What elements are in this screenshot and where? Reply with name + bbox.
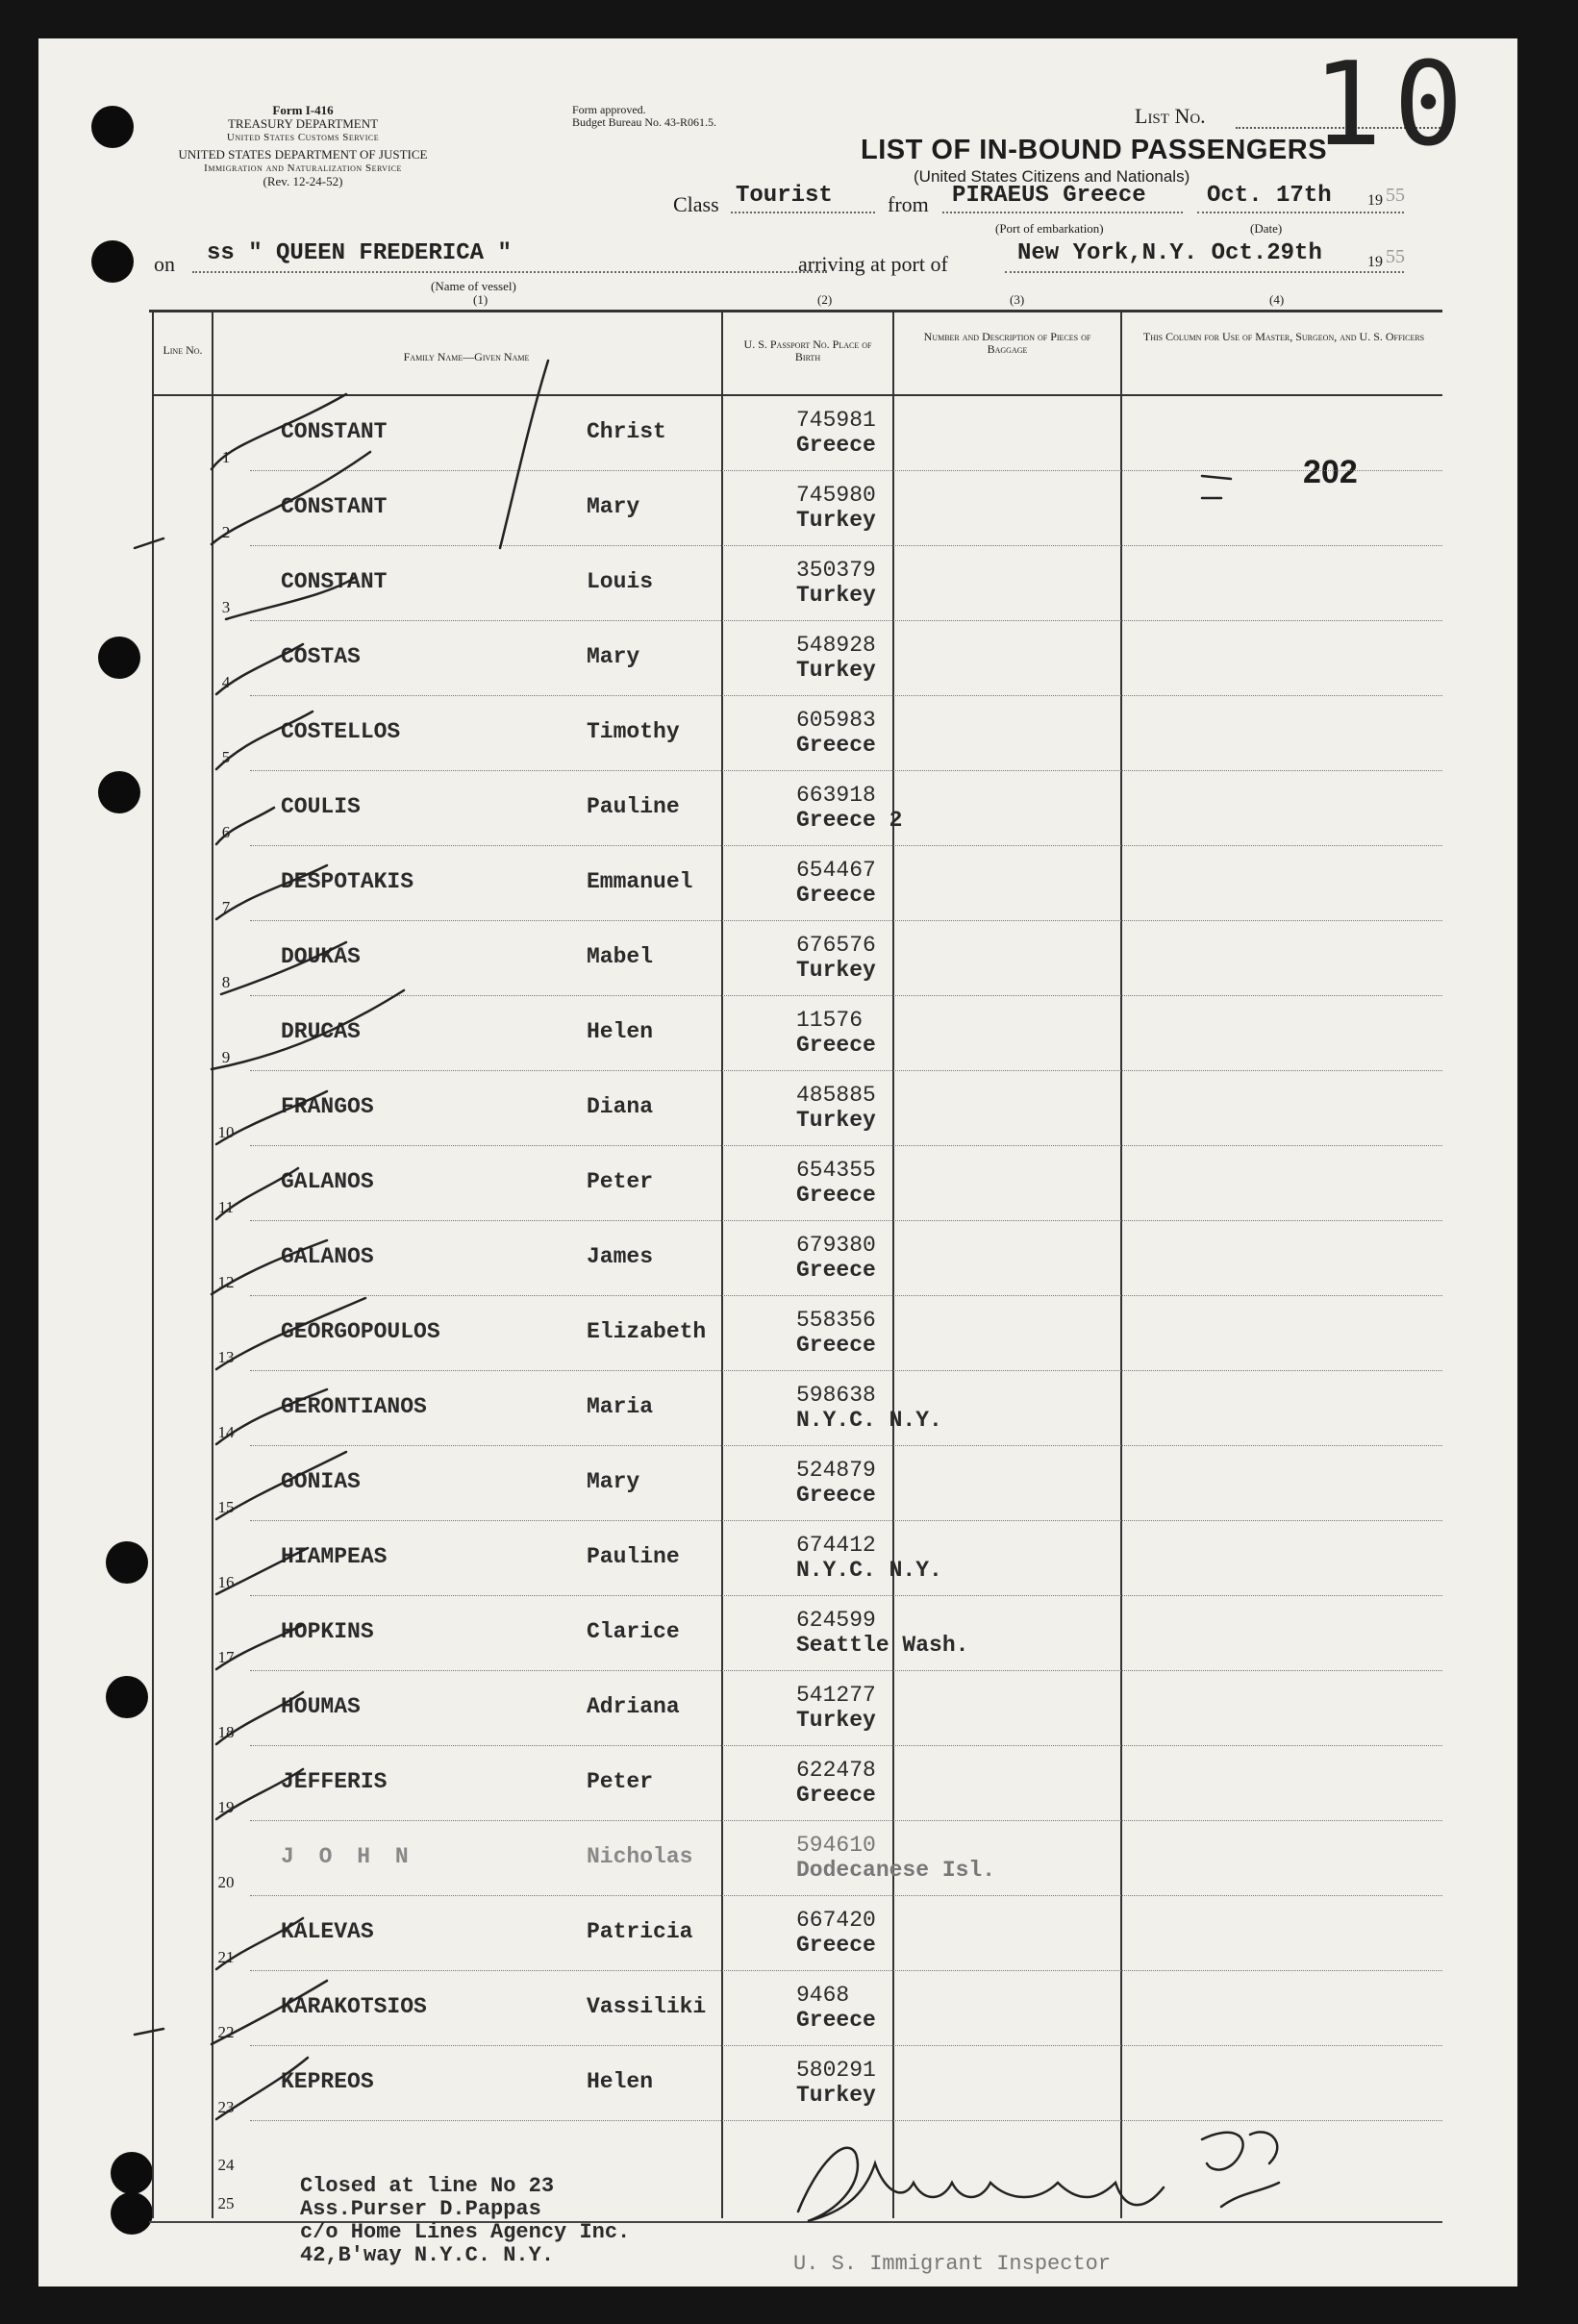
passport-number: 9468 [796,1983,850,2008]
line-number: 24 [217,2156,235,2174]
given-name: Maria [587,1394,654,1419]
line-number: 13 [217,1348,235,1366]
birth-place: Greece [796,433,876,458]
arrival-year-prefix: 19 [1367,254,1383,270]
ins-service: Immigration and Naturalization Service [204,162,402,174]
given-name: Pauline [587,1544,680,1569]
agency-line: c/o Home Lines Agency Inc. [300,2220,631,2244]
given-name: Mary [587,644,640,669]
family-name: GALANOS [281,1169,374,1194]
birth-place: Turkey [796,658,876,683]
caption-2: (2) [817,292,833,307]
line-number: 21 [217,1948,235,1966]
birth-place: N.Y.C. N.Y. [796,1408,942,1433]
passport-number: 674412 [796,1533,876,1558]
given-name: Mary [587,494,640,519]
family-name: DESPOTAKIS [281,869,414,894]
family-name: GEORGOPOULOS [281,1319,440,1344]
treasury-dept: TREASURY DEPARTMENT [227,116,379,131]
birth-place: Greece [796,1783,876,1808]
line-number: 2 [221,523,231,541]
line-number: 18 [217,1723,235,1741]
given-name: Clarice [587,1619,680,1644]
arrival-year-suffix: 55 [1386,246,1405,267]
page-subtitle: (United States Citizens and Nationals) [914,167,1190,186]
address-line: 42,B'way N.Y.C. N.Y. [300,2243,555,2267]
given-name: Elizabeth [587,1319,707,1344]
family-name: J O H N [281,1844,414,1869]
line-number: 22 [217,2023,235,2041]
passport-number: 679380 [796,1233,876,1258]
class-label: Class [673,192,719,216]
birth-place: N.Y.C. N.Y. [796,1558,942,1583]
line-number: 17 [217,1648,235,1666]
vessel-caption: (Name of vessel) [431,279,516,293]
birth-place: Greece [796,1258,876,1283]
family-name: KALEVAS [281,1919,374,1944]
passport-number: 558356 [796,1308,876,1333]
passport-number: 485885 [796,1083,876,1108]
justice-dept: UNITED STATES DEPARTMENT OF JUSTICE [178,147,428,162]
birth-place: Greece [796,1933,876,1958]
passport-number: 541277 [796,1683,876,1708]
family-name: HIAMPEAS [281,1544,388,1569]
family-name: HOUMAS [281,1694,361,1719]
family-name: KEPREOS [281,2069,374,2094]
birth-place: Greece [796,883,876,908]
family-name: FRANGOS [281,1094,374,1119]
given-name: Emmanuel [587,869,693,894]
passport-number: 654467 [796,858,876,883]
passport-number: 663918 [796,783,876,808]
given-name: Patricia [587,1919,693,1944]
line-number: 15 [217,1498,235,1516]
class-value: Tourist [736,183,833,209]
line-number: 8 [221,973,231,991]
family-name: DOUKAS [281,944,361,969]
given-name: Louis [587,569,654,594]
form-number: Form I-416 [272,103,334,117]
handwritten-marks [38,38,1517,2287]
given-name: Christ [587,419,666,444]
passport-number: 654355 [796,1158,876,1183]
port-caption: (Port of embarkation) [995,221,1104,236]
given-name: Timothy [587,719,680,744]
form-approved: Form approved. [572,103,646,116]
family-name: KARAKOTSIOS [281,1994,427,2019]
caption-1: (1) [473,292,488,307]
birth-place: Turkey [796,1108,876,1133]
given-name: Nicholas [587,1844,693,1869]
birth-place: Turkey [796,583,876,608]
line-number: 19 [217,1798,235,1816]
officer-note: 202 [1303,454,1358,490]
birth-place: Turkey [796,508,876,533]
passport-number: 624599 [796,1608,876,1633]
line-number: 1 [221,448,231,466]
birth-place: Greece [796,733,876,758]
family-name: HOPKINS [281,1619,374,1644]
family-name: COSTAS [281,644,361,669]
year-prefix: 19 [1367,192,1383,209]
line-number: 20 [217,1873,235,1891]
given-name: Vassiliki [587,1994,707,2019]
col-header-name: Family Name—Given Name [403,350,530,363]
passport-number: 548928 [796,633,876,658]
birth-place: Turkey [796,1708,876,1733]
passport-number: 524879 [796,1458,876,1483]
closing-line: Closed at line No 23 [300,2174,555,2198]
list-no-label: List No. [1135,104,1206,128]
caption-3: (3) [1010,292,1025,307]
passport-number: 667420 [796,1908,876,1933]
line-number: 5 [221,748,231,766]
birth-place: Greece [796,1183,876,1208]
birth-place: Greece 2 [796,808,903,833]
customs-service: United States Customs Service [226,132,380,143]
revision: (Rev. 12-24-52) [263,174,343,188]
manifest-page [38,38,1517,2287]
family-name: COULIS [281,794,361,819]
passport-number: 745981 [796,408,876,433]
line-number: 11 [217,1198,235,1216]
col-header-passport: U. S. Passport No. Place of Birth [743,337,872,363]
vessel-name: ss " QUEEN FREDERICA " [207,240,512,266]
passport-number: 11576 [796,1008,864,1033]
on-label: on [154,252,175,276]
family-name: GONIAS [281,1469,361,1494]
given-name: Pauline [587,794,680,819]
family-name: GALANOS [281,1244,374,1269]
family-name: JEFFERIS [281,1769,388,1794]
birth-place: Greece [796,1033,876,1058]
line-number: 10 [217,1123,235,1141]
given-name: Mabel [587,944,654,969]
birth-place: Dodecanese Isl. [796,1858,996,1883]
date-caption: (Date) [1250,221,1283,236]
given-name: Mary [587,1469,640,1494]
line-number: 25 [217,2194,235,2212]
line-number: 6 [221,823,231,841]
family-name: CONSTANT [281,569,388,594]
birth-place: Greece [796,1333,876,1358]
passport-number: 594610 [796,1833,876,1858]
family-name: COSTELLOS [281,719,401,744]
purser-line: Ass.Purser D.Pappas [300,2197,541,2221]
birth-place: Turkey [796,2083,876,2108]
passport-number: 622478 [796,1758,876,1783]
passport-number: 598638 [796,1383,876,1408]
col-header-line: Line No. [163,343,203,357]
passport-number: 580291 [796,2058,876,2083]
line-number: 12 [217,1273,235,1291]
birth-place: Greece [796,1483,876,1508]
list-number: 10 [1313,38,1475,172]
birth-place: Seattle Wash. [796,1633,969,1658]
arrival-port: New York,N.Y. Oct.29th [1017,240,1322,266]
budget-bureau: Budget Bureau No. 43-R061.5. [572,115,716,129]
given-name: James [587,1244,654,1269]
page-title: LIST OF IN-BOUND PASSENGERS [861,135,1328,165]
inspector-label: U. S. Immigrant Inspector [793,2252,1112,2276]
birth-place: Greece [796,2008,876,2033]
given-name: Diana [587,1094,654,1119]
embarkation-date: Oct. 17th [1207,183,1332,209]
line-number: 4 [221,673,231,691]
from-label: from [888,192,929,216]
family-name: GERONTIANOS [281,1394,427,1419]
passport-number: 676576 [796,933,876,958]
family-name: CONSTANT [281,494,388,519]
passport-number: 350379 [796,558,876,583]
given-name: Peter [587,1769,654,1794]
given-name: Peter [587,1169,654,1194]
line-number: 9 [221,1048,231,1066]
given-name: Adriana [587,1694,680,1719]
passport-number: 745980 [796,483,876,508]
birth-place: Turkey [796,958,876,983]
family-name: CONSTANT [281,419,388,444]
line-number: 16 [217,1573,235,1591]
col-header-officers: This Column for Use of Master, Surgeon, and U. S. Officers [1142,330,1425,343]
caption-4: (4) [1269,292,1285,307]
line-number: 3 [221,598,231,616]
line-number: 7 [221,898,231,916]
given-name: Helen [587,1019,654,1044]
family-name: DRUCAS [281,1019,361,1044]
year-suffix: 55 [1386,185,1405,206]
embarkation-port: PIRAEUS Greece [952,183,1146,209]
line-number: 14 [217,1423,235,1441]
line-number: 23 [217,2098,235,2116]
given-name: Helen [587,2069,654,2094]
passport-number: 605983 [796,708,876,733]
arriving-label: arriving at port of [798,252,948,276]
col-header-baggage: Number and Description of Pieces of Baggage [923,330,1091,356]
